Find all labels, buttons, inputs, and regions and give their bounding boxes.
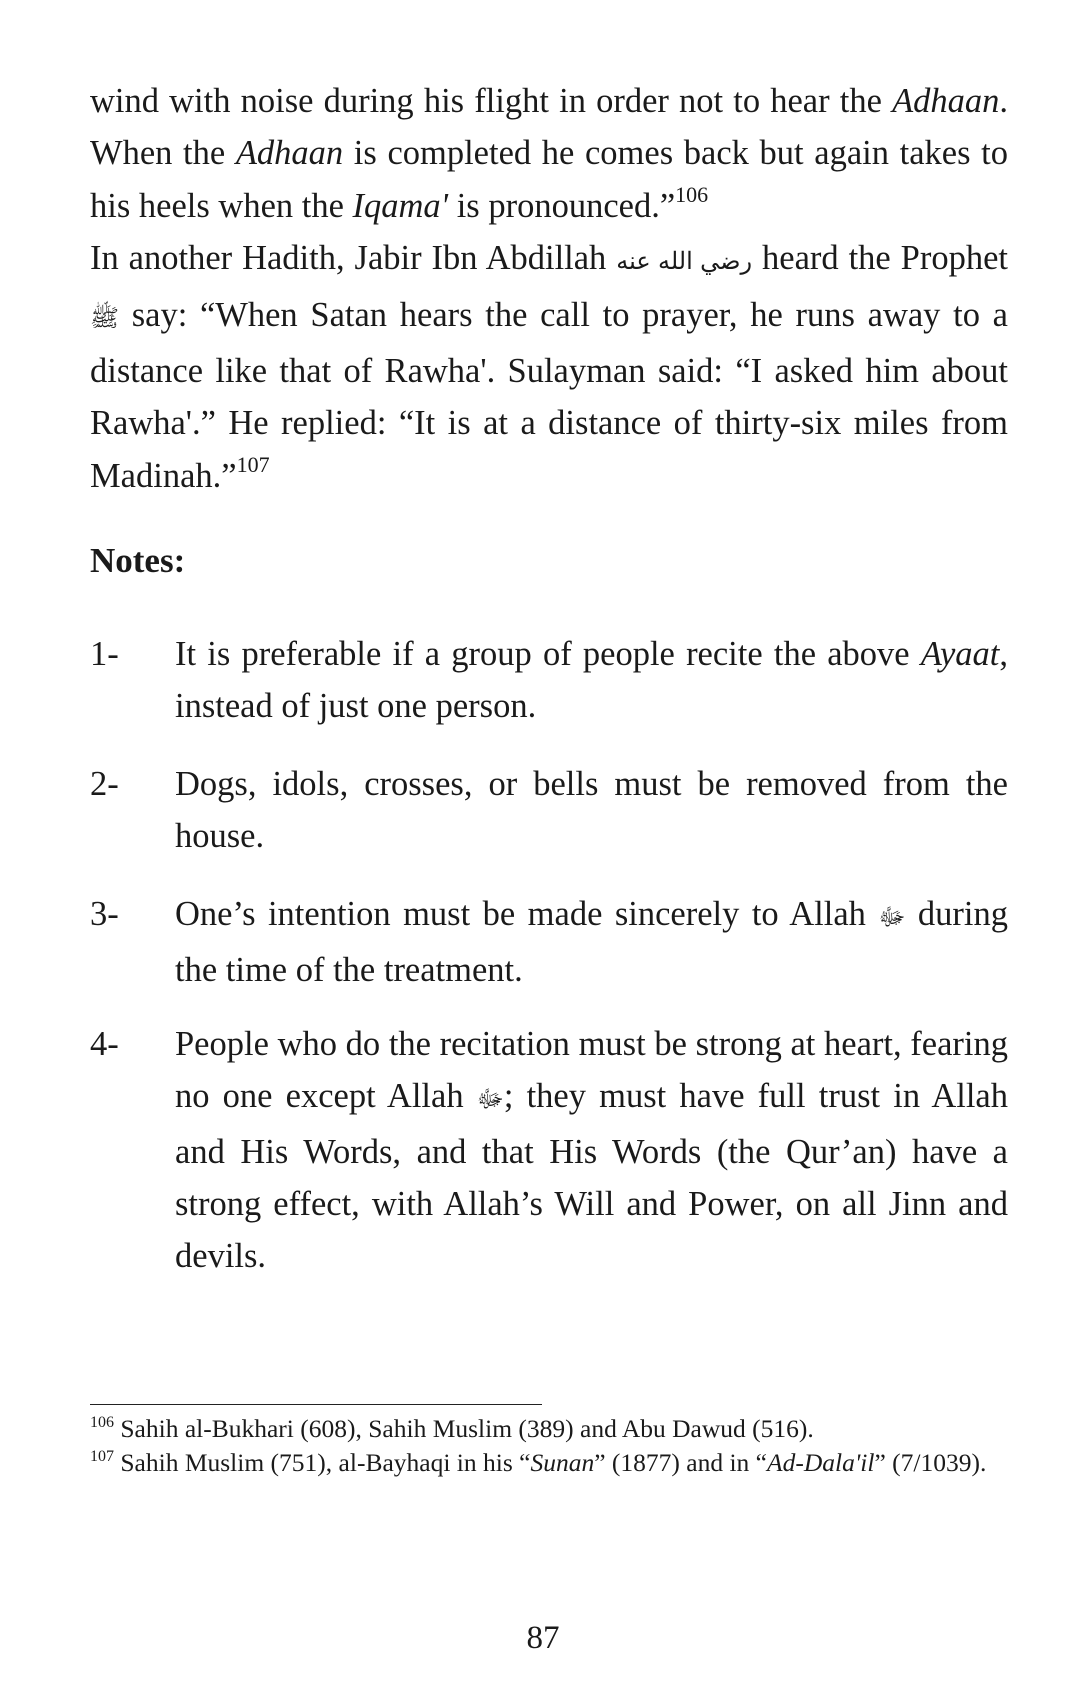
footnote-number: 106 xyxy=(90,1414,114,1431)
text-run: People who do the recitation must be strong at heart, fearing no one except Allah xyxy=(175,1025,1008,1115)
allah-glorification-glyph: ﷻ xyxy=(476,1087,504,1113)
italic-term: Iqama' xyxy=(352,186,449,225)
footnotes xyxy=(90,1412,990,1480)
text-run: heard the Prophet xyxy=(752,239,1009,278)
note-text xyxy=(175,888,1008,996)
italic-term: Ayaat xyxy=(920,635,1000,673)
note-number: 4- xyxy=(90,1025,119,1063)
footnote-number: 107 xyxy=(90,1448,114,1465)
note-text xyxy=(175,628,1008,732)
italic-term: Ad-Dala'il xyxy=(767,1448,875,1477)
page-number: 87 xyxy=(526,1620,560,1656)
footnote-107 xyxy=(90,1446,990,1480)
footnote-divider xyxy=(90,1404,542,1405)
note-number: 1- xyxy=(90,635,119,673)
text-run: is pronounced.” xyxy=(448,186,676,225)
paragraph-jabir-hadith xyxy=(90,232,1008,502)
allah-glorification-glyph: ﷻ xyxy=(878,905,906,931)
text-run: . When the xyxy=(90,82,1009,173)
note-number: 2- xyxy=(90,765,119,803)
footnote-ref-106[interactable]: 106 xyxy=(675,181,709,207)
honorific-glyph: ﷺ xyxy=(90,305,119,332)
text-run: One’s intention must be made sincerely to Allah xyxy=(175,895,879,933)
text-line: wind with noise during his flight in order not to hear the xyxy=(90,82,882,120)
footnote-text: Sahih al-Bukhari (608), Sahih Muslim (389) and Abu Dawud (516). xyxy=(114,1414,814,1443)
paragraph-hadith-continued xyxy=(90,75,1008,232)
text-run: In another Hadith, Jabir Ibn Abdillah xyxy=(90,239,617,278)
note-text: Dogs, idols, crosses, or bells must be removed from the house. xyxy=(175,765,1008,855)
footnote-text: ” (1877) and in “ xyxy=(594,1448,767,1477)
note-text xyxy=(175,1018,1008,1282)
note-number: 3- xyxy=(90,895,119,933)
note-item xyxy=(90,628,1008,732)
honorific-glyph: رضي الله عنه xyxy=(616,249,753,276)
notes-heading: Notes: xyxy=(90,541,186,580)
italic-term: Adhaan xyxy=(235,134,344,173)
note-item xyxy=(90,758,1008,862)
italic-term: Adhaan xyxy=(892,82,1000,120)
text-run: say: “When Satan hears the call to prayer, he runs away to a distance like that of Rawha'. Sulayman said: “I asked him about Rawha'.” He replied: “It is at a distance of thirty-six miles from Madinah.” xyxy=(90,295,1008,495)
footnote-106 xyxy=(90,1412,990,1446)
footnote-ref-107[interactable]: 107 xyxy=(236,451,270,477)
italic-term: Sunan xyxy=(530,1448,595,1477)
text-run: , instead of just one person. xyxy=(175,635,1008,725)
text-run: It is preferable if a group of people recite the above xyxy=(175,635,921,673)
footnote-text: Sahih Muslim (751), al-Bayhaqi in his “ xyxy=(114,1448,531,1477)
footnote-text: ” (7/1039). xyxy=(874,1448,987,1477)
text-run: is completed he comes back but xyxy=(343,134,804,173)
note-item xyxy=(90,888,1008,996)
text-run: ; they must have full trust in Allah and His Words, and that His Words (the Qur’an) have a strong effect, with Allah’s Will and Power, on all Jinn and devils. xyxy=(175,1077,1008,1275)
body-text xyxy=(90,75,1008,502)
text-run: during the time of the treatment. xyxy=(175,895,1008,989)
text-run: again takes to his heels when the xyxy=(90,134,1009,225)
note-item xyxy=(90,1018,1008,1282)
